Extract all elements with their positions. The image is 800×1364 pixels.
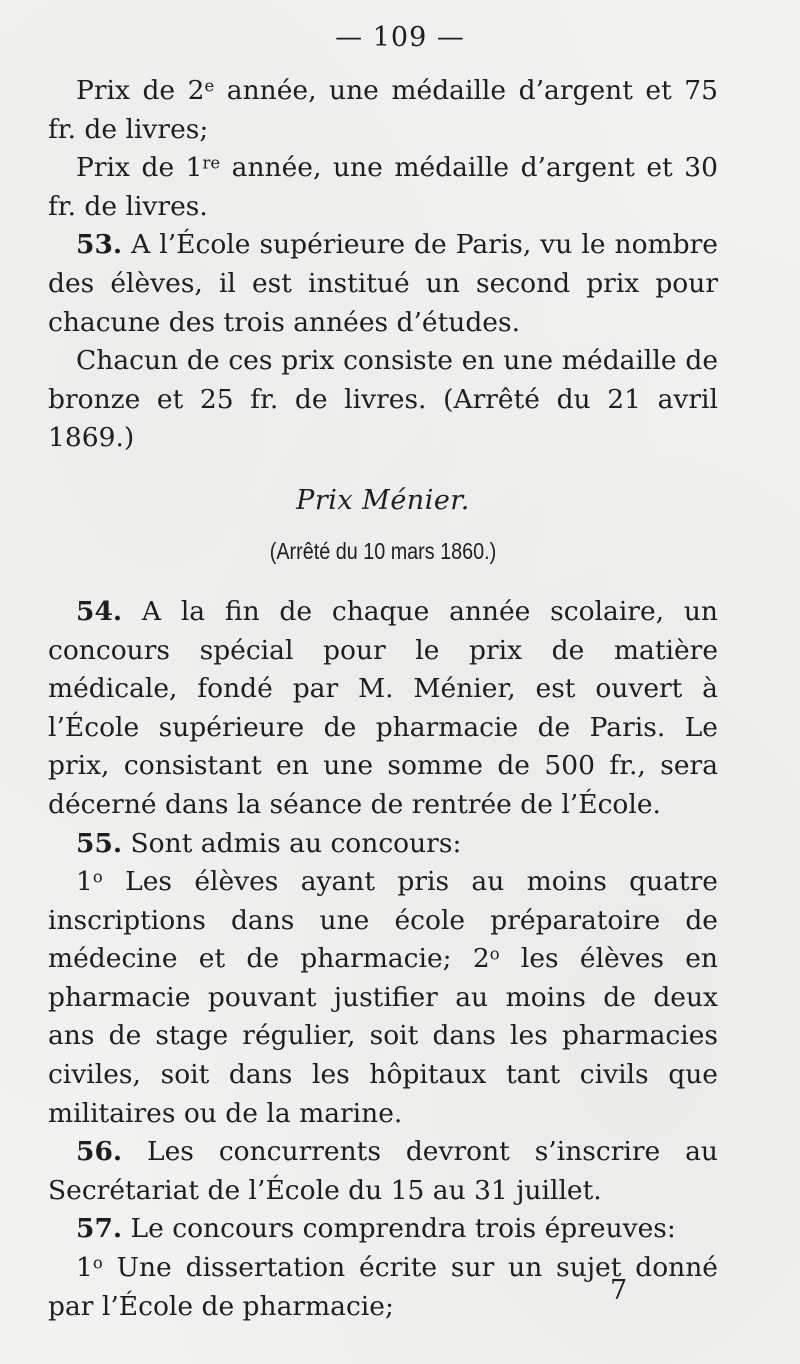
paragraph-text: année, une médaille d’argent et 30 fr. de livres. xyxy=(48,152,718,222)
paragraph-text: Prix de 2 xyxy=(76,75,205,106)
paragraph-prix-1re-annee xyxy=(48,149,718,226)
paragraph-text: Les élèves ayant pris au moins quatre inscriptions dans une école préparatoire de médecine et de pharmacie; xyxy=(48,866,718,975)
article-57 xyxy=(48,1210,718,1249)
section-subtitle: (Arrêté du 10 mars 1860.) xyxy=(269,537,497,564)
item-number: 1 xyxy=(76,866,93,898)
paragraph-prix-2e-annee xyxy=(48,72,718,149)
article-55 xyxy=(48,825,718,864)
item-number: 2 xyxy=(472,943,490,975)
page-body xyxy=(48,72,718,1326)
ordinal-superscript: o xyxy=(92,867,103,887)
signature-mark: 7 xyxy=(610,1275,628,1306)
ordinal-superscript: re xyxy=(202,153,221,173)
article-number: 53. xyxy=(76,229,123,261)
article-text: Les concurrents devront s’inscrire au Secrétariat de l’École du 15 au 31 juillet. xyxy=(48,1136,718,1206)
article-text: A la fin de chaque année scolaire, un concours spécial pour le prix de matière médicale, fondé par M. Ménier, est ouvert à l’École supérieure de pharmacie de Paris. Le prix, consistant en une somme de 500 fr., sera décerné dans la séance de rentrée de l’École. xyxy=(48,595,718,820)
paragraph-text: Chacun de ces prix consiste en une médaille de bronze et 25 fr. de livres. (Arrêté du 21 avril 1869.) xyxy=(48,345,718,454)
article-number: 57. xyxy=(76,1213,123,1245)
paragraph-chacun xyxy=(48,342,718,458)
article-54 xyxy=(48,593,718,825)
paragraph-text: les élèves en pharmacie pouvant justifier au moins de deux ans de stage régulier, soit dans les pharmacies civiles, soit dans les hôpitaux tant civils que militaires ou de la marine. xyxy=(48,943,718,1129)
ordinal-superscript: o xyxy=(489,944,500,964)
ordinal-superscript: e xyxy=(204,76,215,96)
paragraph-admission-conditions xyxy=(48,863,718,1133)
article-53 xyxy=(48,226,718,342)
section-title: Prix Ménier. xyxy=(296,484,470,516)
item-number: 1 xyxy=(76,1252,93,1284)
article-number: 55. xyxy=(76,827,123,859)
ordinal-superscript: o xyxy=(92,1253,103,1273)
page-number: — 109 — xyxy=(335,22,465,53)
paragraph-text: Prix de 1 xyxy=(76,152,203,184)
article-number: 56. xyxy=(76,1136,123,1168)
paragraph-text: Une dissertation écrite sur un sujet donné par l’École de pharmacie; xyxy=(48,1252,718,1322)
article-number: 54. xyxy=(76,595,123,627)
article-text: Sont admis au concours: xyxy=(122,827,462,859)
article-text: A l’École supérieure de Paris, vu le nombre des élèves, il est institué un second prix pour chacune des trois années d’études. xyxy=(48,229,718,338)
paragraph-text: année, une médaille d’argent et 75 fr. de livres; xyxy=(48,75,718,145)
article-text: Le concours comprendra trois épreuves: xyxy=(122,1213,676,1245)
article-56 xyxy=(48,1133,718,1210)
